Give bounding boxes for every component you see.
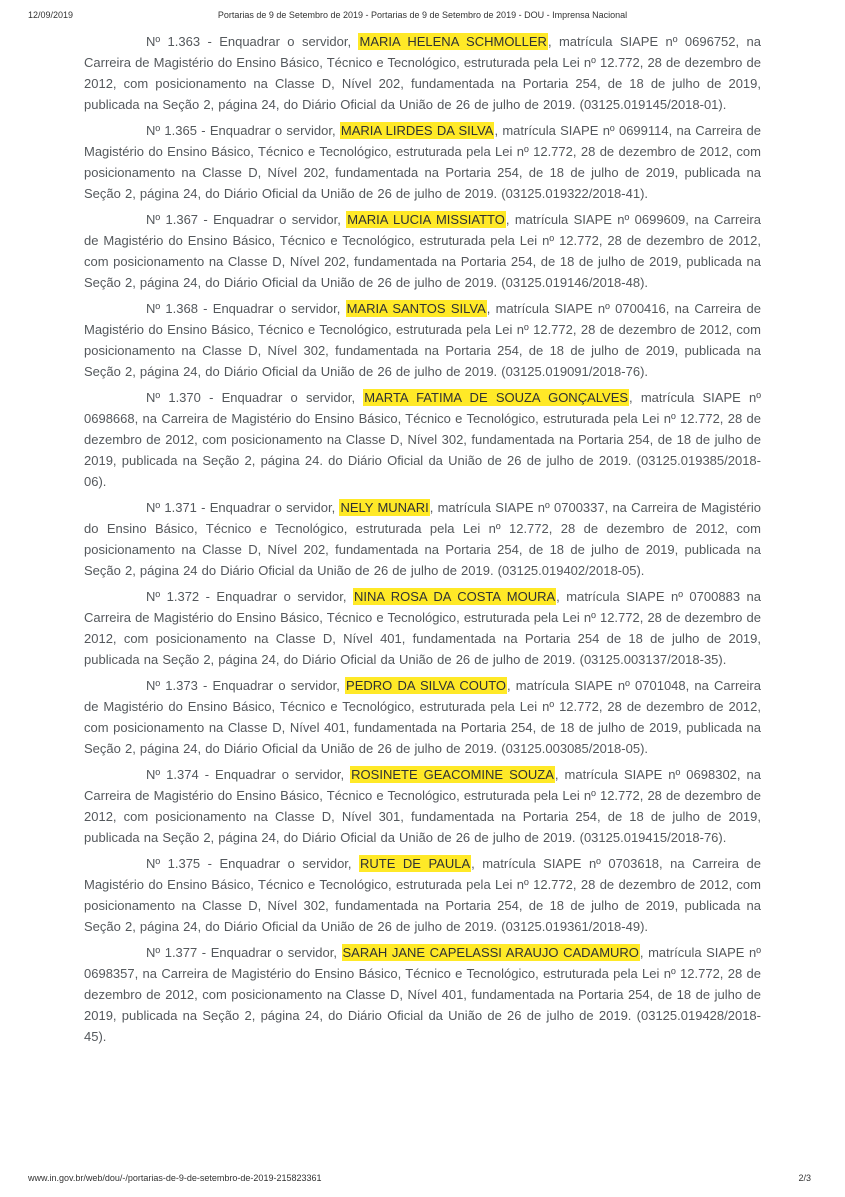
print-footer: [28, 1173, 817, 1185]
portaria-prefix: Nº 1.370 - Enquadrar o servidor,: [146, 390, 364, 405]
servant-name-highlight: RUTE DE PAULA: [360, 856, 471, 871]
print-title: Portarias de 9 de Setembro de 2019 - Portarias de 9 de Setembro de 2019 - DOU - Imprensa Nacional: [217, 10, 628, 20]
servant-name-highlight: MARIA HELENA SCHMOLLER: [359, 34, 547, 49]
portaria-prefix: Nº 1.377 - Enquadrar o servidor,: [146, 945, 342, 960]
servant-name-highlight: MARIA SANTOS SILVA: [346, 301, 486, 316]
servant-name-highlight: SARAH JANE CAPELASSI ARAUJO CADAMURO: [342, 945, 639, 960]
portaria-1368: [84, 298, 761, 382]
portaria-suffix: , matrícula SIAPE nº 0699609, na Carreira de Magistério do Ensino Básico, Técnico e Tecnológico, estruturada pela Lei nº 12.772, 28 de dezembro de 2012, com posicionamento na Classe D, Nível 202, fundamentada na Portaria 254, de 18 de julho de 2019, publicada na Seção 2, página 24, do Diário Oficial da União de 26 de julho de 2019. (03125.019146/2018-48).: [84, 212, 761, 290]
portaria-suffix: , matrícula SIAPE nº 0700416, na Carreira de Magistério do Ensino Básico, Técnico e Tecnológico, estruturada pela Lei nº 12.772, 28 de dezembro de 2012, com posicionamento na Classe D, Nível 302, fundamentada na Portaria 254, de 18 de julho de 2019, publicada na Seção 2, página 24, do Diário Oficial da União de 26 de julho de 2019. (03125.019091/2018-76).: [84, 301, 761, 379]
portaria-suffix: , matrícula SIAPE nº 0698668, na Carreira de Magistério do Ensino Básico, Técnico e Tecnológico, estruturada pela Lei nº 12.772, 28 de dezembro de 2012, com posicionamento na Classe D, Nível 302, fundamentada na Portaria 254, de 18 de julho de 2019, publicada na Seção 2, página 24. do Diário Oficial da União de 26 de julho de 2019. (03125.019385/2018-06).: [84, 390, 761, 489]
portaria-prefix: Nº 1.368 - Enquadrar o servidor,: [146, 301, 346, 316]
portaria-suffix: , matrícula SIAPE nº 0700337, na Carreira de Magistério do Ensino Básico, Técnico e Tecnológico, estruturada pela Lei nº 12.772, 28 de dezembro de 2012, com posicionamento na Classe D, Nível 202, fundamentada na Portaria 254, de 18 de julho de 2019, publicada na Seção 2, página 24 do Diário Oficial da União de 26 de julho de 2019. (03125.019402/2018-05).: [84, 500, 761, 578]
print-date: 12/09/2019: [28, 10, 74, 20]
portaria-suffix: , matrícula SIAPE nº 0696752, na Carreira de Magistério do Ensino Básico, Técnico e Tecnológico, estruturada pela Lei nº 12.772, 28 de dezembro de 2012, com posicionamento na Classe D, Nível 202, fundamentada na Portaria 254, de 18 de julho de 2019, publicada na Seção 2, página 24, do Diário Oficial da União de 26 de julho de 2019. (03125.019145/2018-01).: [84, 34, 761, 112]
servant-name-highlight: MARTA FATIMA DE SOUZA GONÇALVES: [364, 390, 629, 405]
portaria-1375: [84, 853, 761, 937]
portaria-suffix: , matrícula SIAPE nº 0703618, na Carreira de Magistério do Ensino Básico, Técnico e Tecnológico, estruturada pela Lei nº 12.772, 28 de dezembro de 2012, com posicionamento na Classe D, Nível 302, fundamentada na Portaria 254, de 18 de julho de 2019, publicada na Seção 2, página 24, do Diário Oficial da União de 26 de julho de 2019. (03125.019361/2018-49).: [84, 856, 761, 934]
portaria-1372: [84, 586, 761, 670]
portaria-1370: [84, 387, 761, 492]
portaria-suffix: , matrícula SIAPE nº 0699114, na Carreira de Magistério do Ensino Básico, Técnico e Tecnológico, estruturada pela Lei nº 12.772, 28 de dezembro de 2012, com posicionamento na Classe D, Nível 202, fundamentada na Portaria 254, de 18 de julho de 2019, publicada na Seção 2, página 24, do Diário Oficial da União de 26 de julho de 2019. (03125.019322/2018-41).: [84, 123, 761, 201]
portaria-1373: [84, 675, 761, 759]
portaria-1377: [84, 942, 761, 1047]
document-body: [84, 31, 761, 1052]
portaria-1363: [84, 31, 761, 115]
servant-name-highlight: PEDRO DA SILVA COUTO: [346, 678, 507, 693]
servant-name-highlight: MARIA LUCIA MISSIATTO: [347, 212, 505, 227]
portaria-1367: [84, 209, 761, 293]
servant-name-highlight: NINA ROSA DA COSTA MOURA: [353, 589, 556, 604]
portaria-prefix: Nº 1.375 - Enquadrar o servidor,: [146, 856, 360, 871]
portaria-prefix: Nº 1.367 - Enquadrar o servidor,: [146, 212, 347, 227]
portaria-1371: [84, 497, 761, 581]
portaria-prefix: Nº 1.374 - Enquadrar o servidor,: [146, 767, 351, 782]
portaria-prefix: Nº 1.373 - Enquadrar o servidor,: [146, 678, 346, 693]
source-url: www.in.gov.br/web/dou/-/portarias-de-9-de-setembro-de-2019-215823361: [28, 1173, 322, 1183]
portaria-prefix: Nº 1.365 - Enquadrar o servidor,: [146, 123, 340, 138]
portaria-prefix: Nº 1.363 - Enquadrar o servidor,: [146, 34, 359, 49]
portaria-suffix: , matrícula SIAPE nº 0700883 na Carreira de Magistério do Ensino Básico, Técnico e Tecnológico, estruturada pela Lei nº 12.772, 28 de dezembro de 2012, com posicionamento na Classe D, Nível 401, fundamentada na Portaria 254 de 18 de julho de 2019, publicada na Seção 2, página 24, do Diário Oficial da União de 26 de julho de 2019. (03125.003137/2018-35).: [84, 589, 761, 667]
portaria-1374: [84, 764, 761, 848]
servant-name-highlight: MARIA LIRDES DA SILVA: [340, 123, 494, 138]
portaria-1365: [84, 120, 761, 204]
servant-name-highlight: NELY MUNARI: [340, 500, 429, 515]
page-number: 2/3: [798, 1173, 811, 1183]
servant-name-highlight: ROSINETE GEACOMINE SOUZA: [351, 767, 554, 782]
print-header: [28, 10, 817, 24]
portaria-suffix: , matrícula SIAPE nº 0698357, na Carreira de Magistério do Ensino Básico, Técnico e Tecnológico, estruturada pela Lei nº 12.772, 28 de dezembro de 2012, com posicionamento na Classe D, Nível 401, fundamentada na Portaria 254, de 18 de julho de 2019, publicada na Seção 2, página 24, do Diário Oficial da União de 26 de julho de 2019. (03125.019428/2018-45).: [84, 945, 761, 1044]
portaria-prefix: Nº 1.372 - Enquadrar o servidor,: [146, 589, 353, 604]
portaria-suffix: , matrícula SIAPE nº 0698302, na Carreira de Magistério do Ensino Básico, Técnico e Tecnológico, estruturada pela Lei nº 12.772, 28 de dezembro de 2012, com posicionamento na Classe D, Nível 301, fundamentada na Portaria 254, de 18 de julho de 2019, publicada na Seção 2, página 24, do Diário Oficial da União de 26 de julho de 2019. (03125.019415/2018-76).: [84, 767, 761, 845]
portaria-prefix: Nº 1.371 - Enquadrar o servidor,: [146, 500, 340, 515]
portaria-suffix: , matrícula SIAPE nº 0701048, na Carreira de Magistério do Ensino Básico, Técnico e Tecnológico, estruturada pela Lei nº 12.772, 28 de dezembro de 2012, com posicionamento na Classe D, Nível 401, fundamentada na Portaria 254, de 18 de julho de 2019, publicada na Seção 2, página 24, do Diário Oficial da União de 26 de julho de 2019. (03125.003085/2018-05).: [84, 678, 761, 756]
